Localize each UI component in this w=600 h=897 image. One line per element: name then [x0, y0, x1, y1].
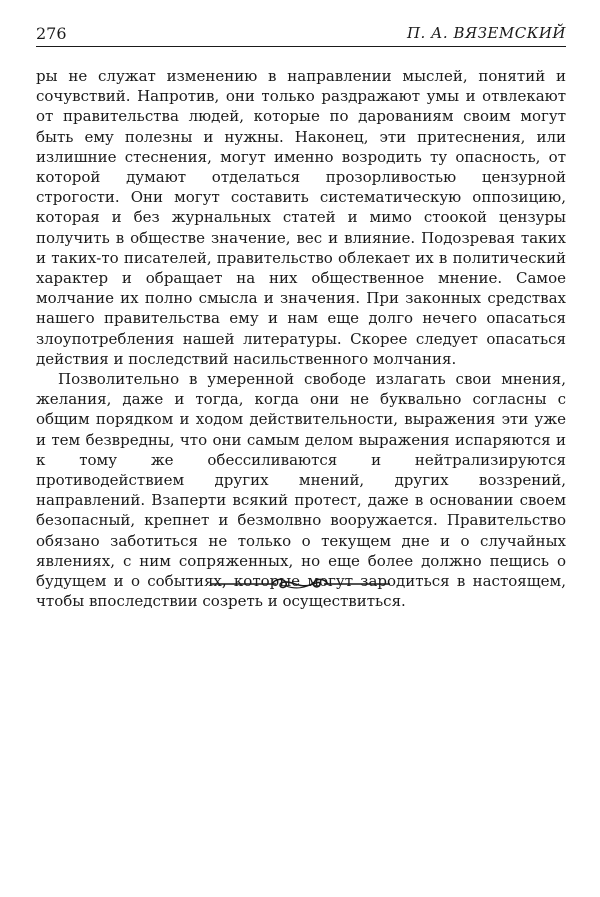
page-number: 276: [36, 24, 67, 43]
body-text: [36, 66, 566, 611]
page-header: [36, 22, 566, 47]
paragraph: Позволительно в умеренной свободе излагать свои мнения, желания, даже и тогда, когда они не буквально согласны с общим порядком и ходом действительности, выражения эти уже и тем безвредны, что они самым делом выражения испаряются и к тому же обессиливаются и нейтрализируются противодействием других мнений, других воззрений, направлений. Взаперти всякий протест, даже в основании своем безопасный, крепнет и безмолвно вооружается. Правительство обязано заботиться не только о текущем дне и о случайных явлениях, с ним сопряженных, но еще более должно пещись о будущем и о событиях, которые могут зародиться в настоящем, чтобы впоследствии созреть и осуществиться.: [36, 370, 566, 611]
running-head: П. А. ВЯЗЕМСКИЙ: [406, 24, 566, 42]
flourish-divider-icon: [210, 574, 390, 594]
paragraph: ры не служат изменению в направлении мыслей, понятий и сочувствий. Напротив, они только раздражают умы и отвлекают от правительства людей, которые по дарованиям своим могут быть ему полезны и нужны. Наконец, эти притеснения, или излишние стеснения, могут именно возродить ту опасность, от которой думают отделаться прозорливостью цензурной строгости. Они могут составить систематическую оппозицию, которая и без журнальных статей и мимо стоокой цензуры получить в обществе значение, вес и влияние. Подозревая таких и таких-то писателей, правительство облекает их в политический характер и обращает на них общественное мнение. Самое молчание их полно смысла и значения. При законных средствах нашего правительства ему и нам еще долго нечего опасаться злоупотребления нашей литературы. Скорее следует опасаться действия и последствий насильственного молчания.: [36, 67, 566, 368]
